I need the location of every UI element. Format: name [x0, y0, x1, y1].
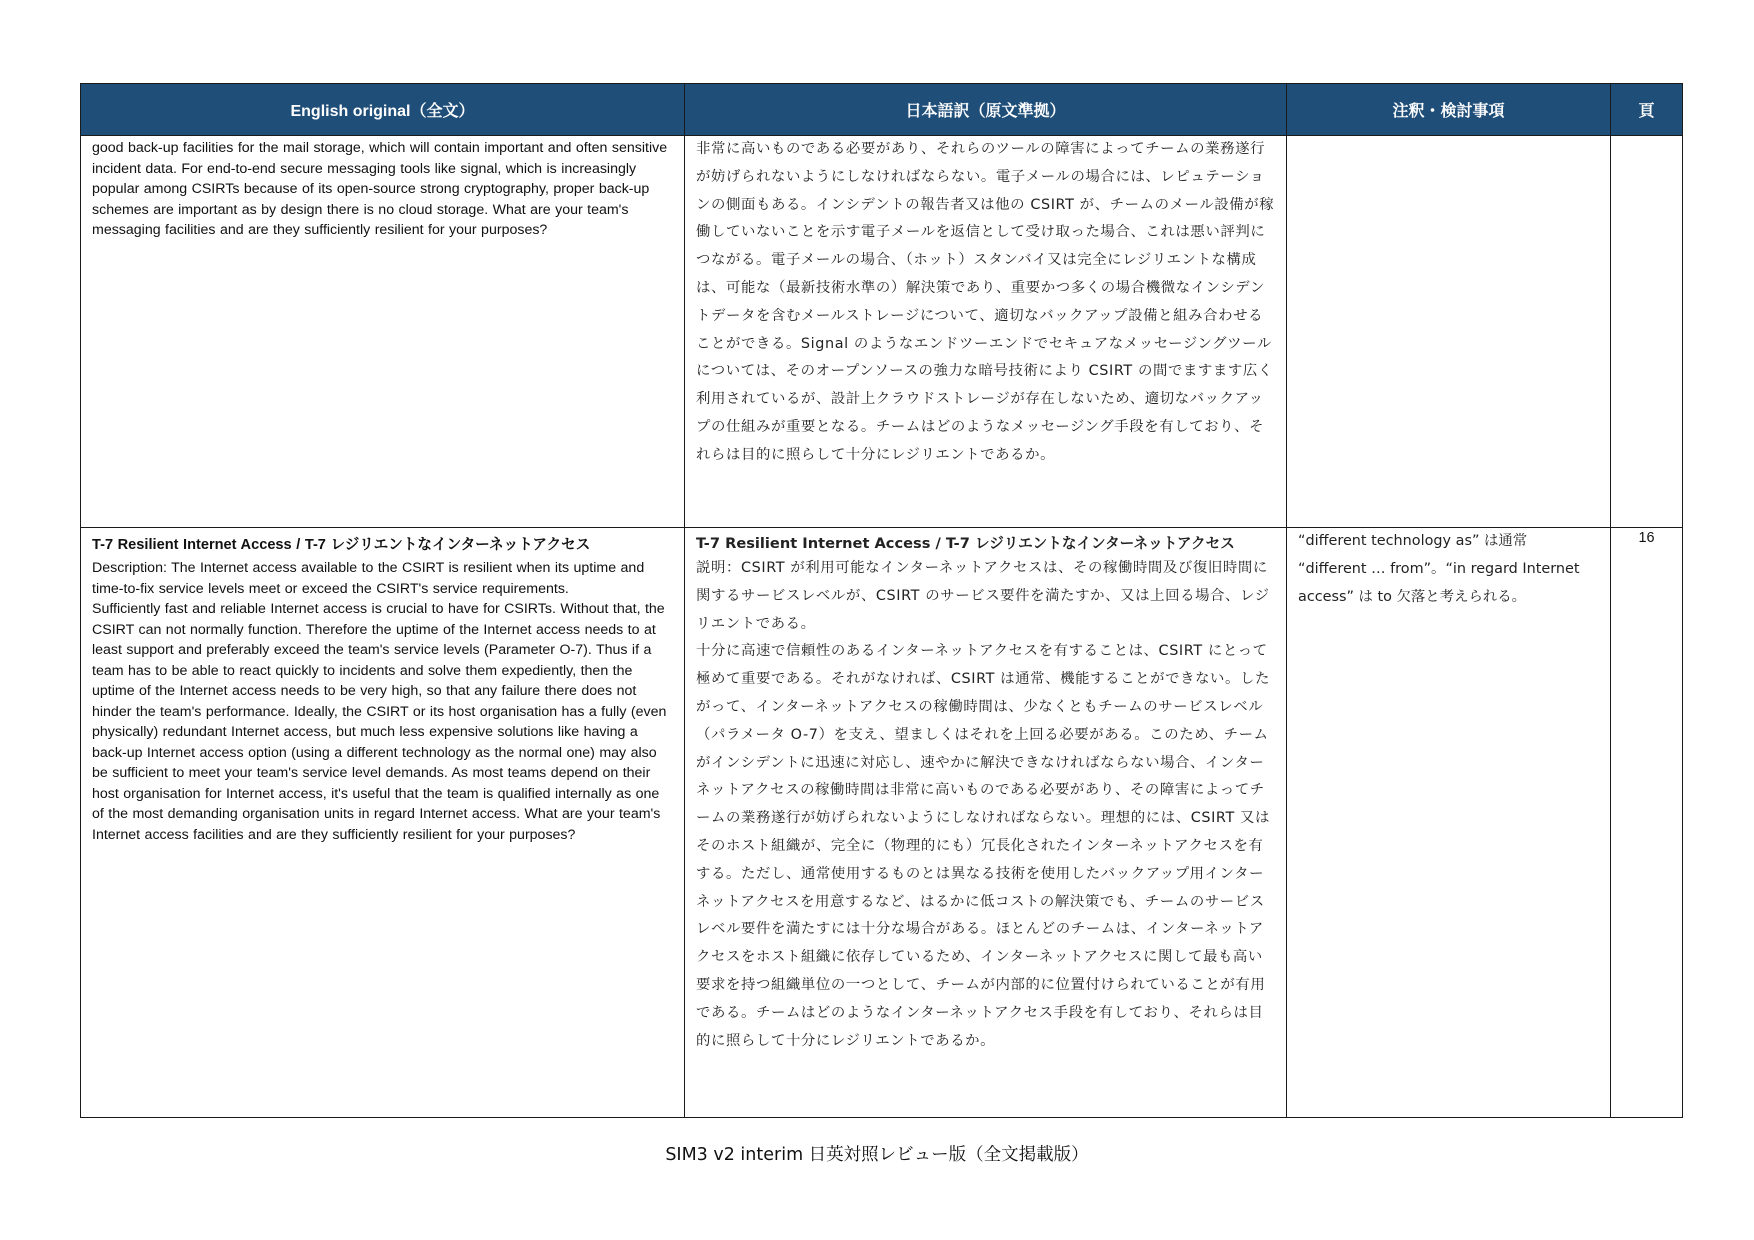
header-row — [81, 84, 1683, 136]
english-text-cell — [81, 528, 685, 1118]
page-number-cell: 16 — [1611, 528, 1683, 1118]
item-title-english: T-7 Resilient Internet Access / T-7 レジリエントなインターネットアクセス — [92, 537, 591, 553]
japanese-paragraph: 非常に高いものである必要があり、それらのツールの障害によってチームの業務遂行が妨げられないようにしなければならない。電子メールの場合には、レピュテーションの側面もある。インシデントの報告者又は他の CSIRT が、チームのメール設備が稼働していないことを示す電子メールを返信として受け取った場合、これは悪い評判につながる。電子メールの場合、（ホット）スタンバイ又は完全にレジリエントな構成は、可能な（最新技術水準の）解決策であり、重要かつ多くの場合機微なインシデントデータを含むメールストレージについて、適切なバックアップ設備と組み合わせることができる。Signal のようなエンドツーエンドでセキュアなメッセージングツールについては、そのオープンソースの強力な暗号技術により CSIRT の間でますます広く利用されているが、設計上クラウドストレージが存在しないため、適切なバックアップの仕組みが重要となる。チームはどのようなメッセージング手段を有しており、それらは目的に照らして十分にレジリエントであるか。 — [696, 141, 1275, 463]
header-notes: 注釈・検討事項 — [1287, 84, 1611, 136]
english-body-paragraph: Sufficiently fast and reliable Internet access is crucial to have for CSIRTs. Without that, the CSIRT can not normally function. Therefore the uptime of the Internet access needs to at least support and preferably exceed the team's service levels (Parameter O-7). Thus if a team has to be able to react quickly to incidents and solve them expediently, then the uptime of the Internet access needs to be very high, so that any failure there does not hinder the team's performance. Ideally, the CSIRT or its host organisation has a fully (even physically) redundant Internet access, but much less expensive solutions like having a back-up Internet access option (using a different technology as the normal one) may also be sufficient to meet your team's service level demands. As most teams depend on their host organisation for Internet access, it's useful that the team is qualified internally as one of the most demanding organisation units in regard Internet access. What are your team's Internet access facilities and are they sufficiently resilient for your purposes? — [92, 601, 667, 843]
table-row — [81, 136, 1683, 528]
header-page: 頁 — [1611, 84, 1683, 136]
japanese-text-cell — [685, 528, 1287, 1118]
japanese-body-paragraph: 十分に高速で信頼性のあるインターネットアクセスを有することは、CSIRT にとって極めて重要である。それがなければ、CSIRT は通常、機能することができない。したがって、インターネットアクセスの稼働時間は、少なくともチームのサービスレベル（パラメータ O-7）を支え、望ましくはそれを上回る必要がある。このため、チームがインシデントに迅速に対応し、速やかに解決できなければならない場合、インターネットアクセスの稼働時間は非常に高いものである必要があり、その障害によってチームの業務遂行が妨げられないようにしなければならない。理想的には、CSIRT 又はそのホスト組織が、完全に（物理的にも）冗長化されたインターネットアクセスを有する。ただし、通常使用するものとは異なる技術を使用したバックアップ用インターネットアクセスを用意するなど、はるかに低コストの解決策でも、チームのサービスレベル要件を満たすには十分な場合がある。ほとんどのチームは、インターネットアクセスをホスト組織に依存しているため、インターネットアクセスに関して最も高い要求を持つ組織単位の一つとして、チームが内部的に位置付けられていることが有用である。チームはどのようなインターネットアクセス手段を有しており、それらは目的に照らして十分にレジリエントであるか。 — [696, 643, 1271, 1049]
english-text-cell — [81, 136, 685, 528]
english-paragraph: good back-up facilities for the mail storage, which will contain important and often sensitive incident data. For end-to-end secure messaging tools like signal, which is increasingly popular among CSIRTs because of its open-source strong cryptography, proper back-up schemes are important as by design there is no cloud storage. What are your team's messaging facilities and are they sufficiently resilient for your purposes? — [92, 140, 668, 238]
english-description-paragraph: Description: The Internet access available to the CSIRT is resilient when its uptime and time-to-fix service levels meet or exceed the CSIRT's service requirements. — [92, 560, 645, 597]
review-table — [80, 83, 1683, 1118]
page-footer: SIM3 v2 interim 日英対照レビュー版（全文掲載版） — [665, 1145, 1089, 1165]
notes-cell — [1287, 136, 1611, 528]
notes-cell: “different technology as” は通常 “different … from”。“in regard Internet access” は to 欠落と考えられる。 — [1287, 528, 1611, 1118]
japanese-description-paragraph: 説明：CSIRT が利用可能なインターネットアクセスは、その稼働時間及び復旧時間に関するサービスレベルが、CSIRT のサービス要件を満たすか、又は上回る場合、レジリエントである。 — [696, 560, 1270, 632]
page-number-cell — [1611, 136, 1683, 528]
table-row — [81, 528, 1683, 1118]
japanese-text-cell — [685, 136, 1287, 528]
header-japanese-translation: 日本語訳（原文準拠） — [685, 84, 1287, 136]
header-english-original: English original（全文） — [81, 84, 685, 136]
item-title-japanese: T-7 Resilient Internet Access / T-7 レジリエントなインターネットアクセス — [696, 535, 1235, 552]
